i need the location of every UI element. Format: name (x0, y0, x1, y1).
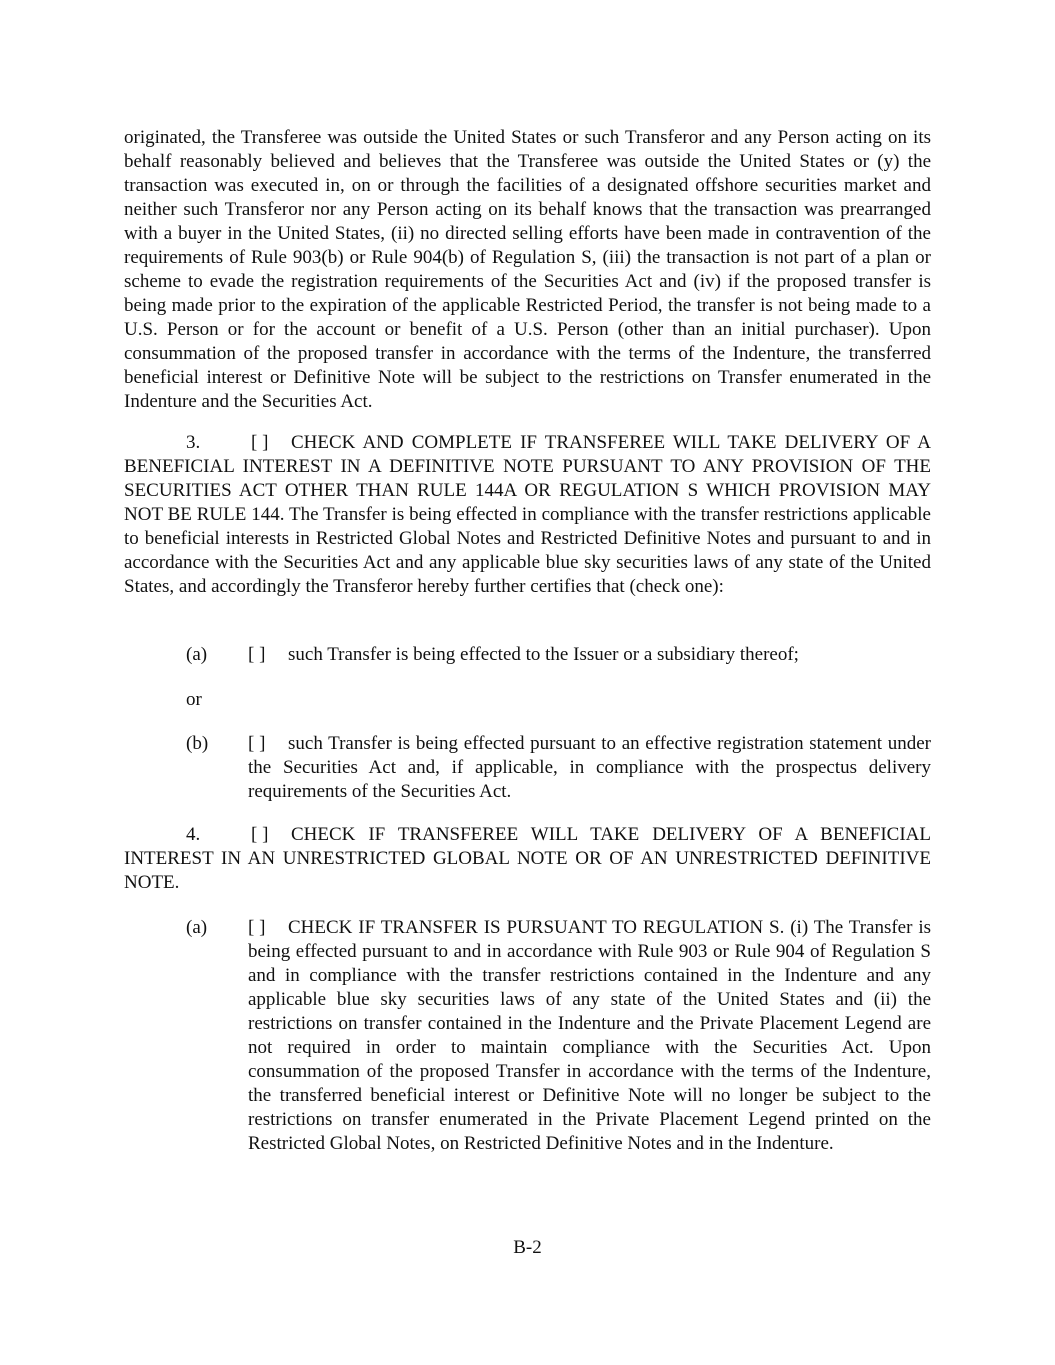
section-4-checkbox: [ ] (251, 824, 269, 845)
section-3-item-a (186, 643, 931, 667)
section-3-item-b (186, 732, 931, 804)
section-4-text: CHECK IF TRANSFEREE WILL TAKE DELIVERY OF A BENEFICIAL INTEREST IN AN UNRESTRICTED GLOBAL NOTE OR OF AN UNRESTRICTED DEFINITIVE NOTE. (124, 824, 931, 893)
section-3-paragraph (124, 431, 931, 599)
page-number: B-2 (513, 1237, 542, 1258)
section-4-item-a-label: (a) (186, 917, 208, 938)
section-3-item-b-label: (b) (186, 733, 209, 754)
section-3-item-a-checkbox: [ ] (248, 644, 266, 665)
section-3-item-b-text: such Transfer is being effected pursuant to an effective registration statement under the Securities Act and, if applicable, in compliance with the prospectus delivery requirements of the Securities Act. (248, 733, 931, 802)
section-4-item-a (186, 916, 931, 1156)
section-3-text: CHECK AND COMPLETE IF TRANSFEREE WILL TAKE DELIVERY OF A BENEFICIAL INTEREST IN A DEFINITIVE NOTE PURSUANT TO ANY PROVISION OF THE SECURITIES ACT OTHER THAN RULE 144A OR REGULATION S WHICH PROVISION MAY NOT BE RULE 144. The Transfer is being effected in compliance with the transfer restrictions applicable to beneficial interests in Restricted Global Notes and Restricted Definitive Notes and pursuant to and in accordance with the Securities Act and any applicable blue sky securities laws of any state of the United States, and accordingly the Transferor hereby further certifies that (check one): (124, 432, 931, 597)
section-4-item-a-checkbox: [ ] (248, 917, 266, 938)
section-4-item-a-text: CHECK IF TRANSFER IS PURSUANT TO REGULATION S. (i) The Transfer is being effected pursuant to and in accordance with Rule 903 or Rule 904 of Regulation S and in compliance with the transfer restrictions contained in the Indenture and any applicable blue sky securities laws of any state of the United States and (ii) the restrictions on transfer contained in the Indenture and the Private Placement Legend are not required in order to maintain compliance with the Securities Act. Upon consummation of the proposed Transfer in accordance with the terms of the Indenture, the transferred beneficial interest or Definitive Note will no longer be subject to the restrictions on transfer enumerated in the Private Placement Legend printed on the Restricted Global Notes, on Restricted Definitive Notes and in the Indenture. (248, 917, 931, 1154)
continuation-paragraph: originated, the Transferee was outside the United States or such Transferor and any Person acting on its behalf reasonably believed and believes that the Transferee was outside the United States or (y) the transaction was executed in, on or through the facilities of a designated offshore securities market and neither such Transferor nor any Person acting on its behalf knows that the transaction was prearranged with a buyer in the United States, (ii) no directed selling efforts have been made in contravention of the requirements of Rule 903(b) or Rule 904(b) of Regulation S, (iii) the transaction is not part of a plan or scheme to evade the registration requirements of the Securities Act and (iv) if the proposed transfer is being made prior to the expiration of the applicable Restricted Period, the transfer is not being made to a U.S. Person or for the account or benefit of a U.S. Person (other than an initial purchaser). Upon consummation of the proposed transfer in accordance with the terms of the Indenture, the transferred beneficial interest or Definitive Note will be subject to the restrictions on Transfer enumerated in the Indenture and the Securities Act. (124, 127, 931, 412)
section-3-item-b-checkbox: [ ] (248, 733, 266, 754)
section-3-item-a-label: (a) (186, 644, 208, 665)
section-3-number: 3. (186, 432, 201, 453)
section-3-checkbox: [ ] (251, 432, 269, 453)
section-4-number: 4. (186, 824, 201, 845)
section-4-paragraph (124, 823, 931, 895)
or-separator: or (186, 689, 202, 710)
section-3-item-a-text: such Transfer is being effected to the Issuer or a subsidiary thereof; (288, 644, 799, 665)
